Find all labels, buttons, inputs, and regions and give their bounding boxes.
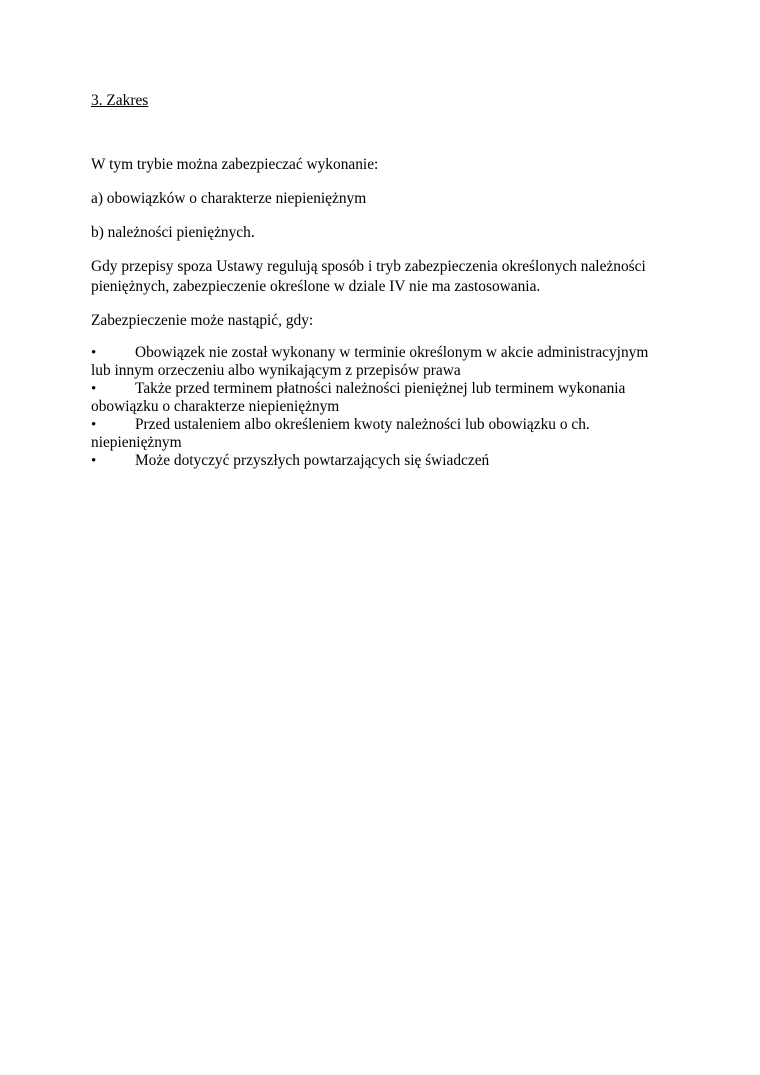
intro-paragraph: W tym trybie można zabezpieczać wykonanie: bbox=[91, 156, 379, 173]
list-item-text: Także przed terminem płatności należności pieniężnej lub terminem wykonania bbox=[135, 380, 626, 397]
list-item bbox=[91, 380, 681, 416]
list-item-text: Przed ustaleniem albo określeniem kwoty należności lub obowiązku o ch. bbox=[135, 416, 590, 433]
bullet-icon: • bbox=[91, 453, 97, 469]
section-heading: 3. Zakres bbox=[91, 92, 149, 109]
list-item-text: Może dotyczyć przyszłych powtarzających się świadczeń bbox=[135, 452, 490, 469]
list-item-continuation: obowiązku o charakterze niepieniężnym bbox=[91, 398, 340, 415]
conditions-list bbox=[91, 344, 681, 470]
note-line: pieniężnych, zabezpieczenie określone w dziale IV nie ma zastosowania. bbox=[91, 278, 541, 295]
conditions-intro: Zabezpieczenie może nastąpić, gdy: bbox=[91, 312, 314, 329]
item-b-paragraph: b) należności pieniężnych. bbox=[91, 224, 255, 241]
list-item-continuation: lub innym orzeczeniu albo wynikającym z przepisów prawa bbox=[91, 362, 461, 379]
list-item-text: Obowiązek nie został wykonany w terminie określonym w akcie administracyjnym bbox=[135, 344, 649, 361]
note-line: Gdy przepisy spoza Ustawy regulują sposób i tryb zabezpieczenia określonych należności bbox=[91, 258, 646, 275]
item-a-paragraph: a) obowiązków o charakterze niepieniężnym bbox=[91, 190, 367, 207]
bullet-icon: • bbox=[91, 417, 97, 433]
bullet-icon: • bbox=[91, 345, 97, 361]
list-item bbox=[91, 344, 681, 380]
list-item bbox=[91, 416, 681, 452]
bullet-icon: • bbox=[91, 381, 97, 397]
note-paragraph bbox=[91, 257, 671, 297]
list-item bbox=[91, 452, 681, 470]
list-item-continuation: niepieniężnym bbox=[91, 434, 182, 451]
